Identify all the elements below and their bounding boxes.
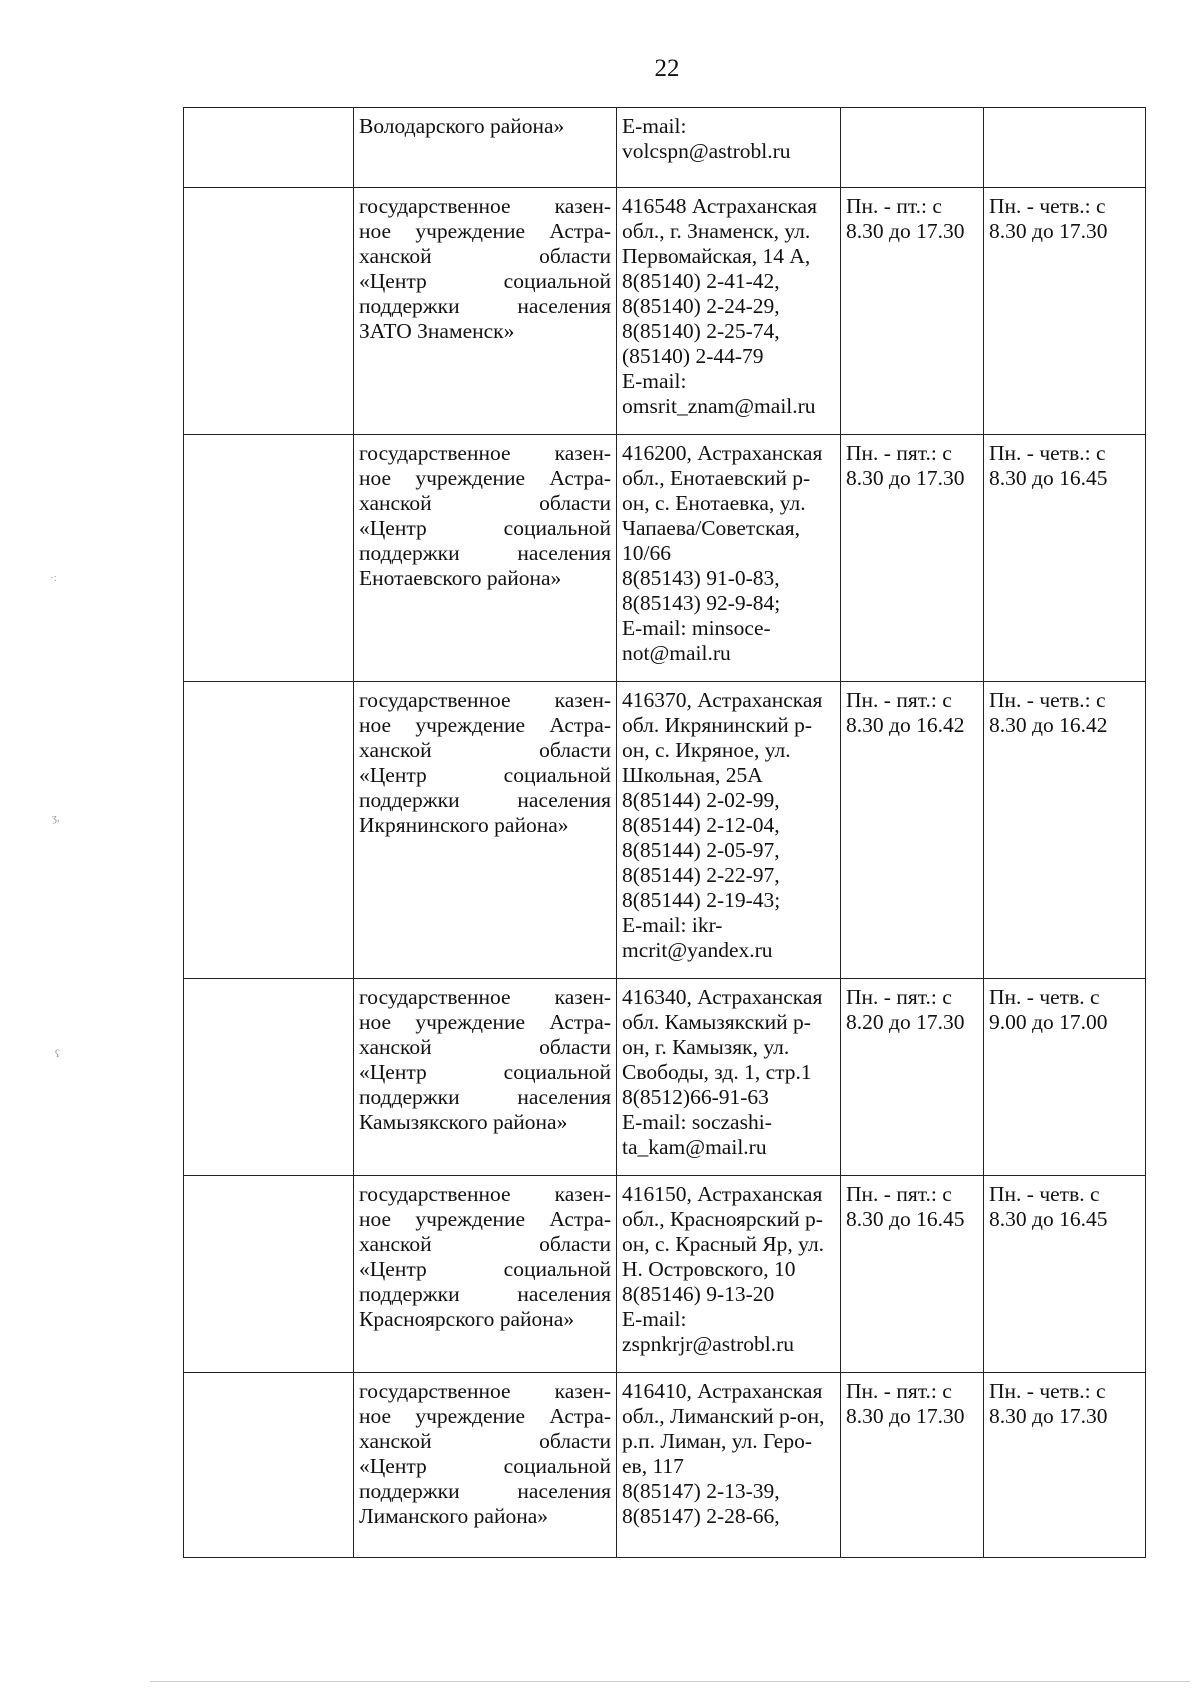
weekday-hours-cell: [841, 435, 984, 682]
organization-line: Лиманского района»: [359, 1504, 548, 1528]
reception-hours-text: Пн. - четв.: с 8.30 до 16.42: [989, 688, 1108, 737]
organization-line: «Центр социальной: [359, 269, 611, 293]
address-cell: [617, 1176, 841, 1373]
address-text: 416150, Астраханская обл., Красноярский р- он, с. Красный Яр, ул. Н. Островского, 10 8(85146) 9-13-20 E-mail: zspnkrjr@astrobl.ru: [622, 1182, 825, 1356]
organization-cell: [354, 1176, 617, 1373]
reception-hours-text: Пн. - четв. с 8.30 до 16.45: [989, 1182, 1108, 1231]
weekday-hours-text: Пн. - пят.: с 8.20 до 17.30: [846, 985, 965, 1034]
address-cell: [617, 1373, 841, 1558]
weekday-hours-text: Пн. - пят.: с 8.30 до 17.30: [846, 441, 965, 490]
organization-line: ханской области: [359, 1429, 611, 1453]
address-cell: [617, 188, 841, 435]
weekday-hours-cell: [841, 1373, 984, 1558]
organization-line: «Центр социальной: [359, 1454, 611, 1478]
organization-line: ное учреждение Астра-: [359, 1207, 611, 1231]
table-row: [184, 682, 1146, 979]
address-text: 416548 Астраханская обл., г. Знаменск, ул. Первомайская, 14 А, 8(85140) 2-41-42, 8(85140) 2-24-29, 8(85140) 2-25-74, (85140) 2-44-79 E-mail: omsrit_znam@mail.ru: [622, 194, 817, 418]
organization-line: ханской области: [359, 491, 611, 515]
reception-hours-cell: [984, 979, 1146, 1176]
weekday-hours-text: Пн. - пят.: с 8.30 до 17.30: [846, 1379, 965, 1428]
scan-artifact-mark: ʕ: [55, 1048, 60, 1060]
weekday-hours-text: Пн. - пт.: с 8.30 до 17.30: [846, 194, 965, 243]
table-body: [184, 108, 1146, 1558]
table-row: [184, 188, 1146, 435]
scan-artifact-mark: ·:: [50, 572, 57, 584]
organization-line: Енотаевского района»: [359, 566, 562, 590]
reception-hours-cell: [984, 188, 1146, 435]
blank-cell: [184, 1373, 354, 1558]
blank-cell: [184, 435, 354, 682]
organization-cell: [354, 979, 617, 1176]
reception-hours-text: [984, 108, 1145, 114]
address-text: 416370, Астраханская обл. Икрянинский р- он, с. Икряное, ул. Школьная, 25А 8(85144) 2-02-99, 8(85144) 2-12-04, 8(85144) 2-05-97, 8(85144) 2-22-97, 8(85144) 2-19-43; E-mail: ikr- mcrit@yandex.ru: [622, 688, 823, 962]
reception-hours-cell: [984, 435, 1146, 682]
organization-line: «Центр социальной: [359, 1060, 611, 1084]
reception-hours-text: Пн. - четв.: с 8.30 до 16.45: [989, 441, 1108, 490]
organization-line: ханской области: [359, 738, 611, 762]
organization-line: поддержки населения: [359, 1479, 611, 1503]
weekday-hours-text: Пн. - пят.: с 8.30 до 16.42: [846, 688, 965, 737]
scan-edge-line: [150, 1681, 1190, 1682]
reception-hours-text: Пн. - четв. с 9.00 до 17.00: [989, 985, 1108, 1034]
organization-line: «Центр социальной: [359, 516, 611, 540]
organization-line: государственное казен-: [359, 1182, 611, 1206]
organization-line: ханской области: [359, 1232, 611, 1256]
organization-line: ное учреждение Астра-: [359, 219, 611, 243]
scan-artifact-mark: ʒ,: [52, 812, 60, 824]
organization-line: ное учреждение Астра-: [359, 1404, 611, 1428]
reception-hours-cell: [984, 1373, 1146, 1558]
organization-line: ЗАТО Знаменск»: [359, 319, 515, 343]
organization-line: «Центр социальной: [359, 1257, 611, 1281]
organization-line: государственное казен-: [359, 688, 611, 712]
organization-cell: [354, 108, 617, 188]
weekday-hours-cell: [841, 108, 984, 188]
organization-line: ханской области: [359, 1035, 611, 1059]
table-row: [184, 108, 1146, 188]
organization-line: ное учреждение Астра-: [359, 713, 611, 737]
weekday-hours-cell: [841, 979, 984, 1176]
reception-hours-cell: [984, 108, 1146, 188]
table-row: [184, 1176, 1146, 1373]
page-number: 22: [654, 55, 680, 82]
organization-line: поддержки населения: [359, 788, 611, 812]
organization-line: ное учреждение Астра-: [359, 1010, 611, 1034]
address-text: 416200, Астраханская обл., Енотаевский р- он, с. Енотаевка, ул. Чапаева/Советская, 10/66 8(85143) 91-0-83, 8(85143) 92-9-84; E-mail: minsoce- not@mail.ru: [622, 441, 823, 665]
organization-line: поддержки населения: [359, 541, 611, 565]
offices-table: [183, 107, 1146, 1558]
reception-hours-text: Пн. - четв.: с 8.30 до 17.30: [989, 194, 1108, 243]
organization-line: поддержки населения: [359, 294, 611, 318]
organization-cell: [354, 682, 617, 979]
weekday-hours-cell: [841, 682, 984, 979]
address-cell: [617, 979, 841, 1176]
organization-line: Икрянинского района»: [359, 813, 569, 837]
organization-line: Володарского района»: [359, 114, 565, 138]
reception-hours-text: Пн. - четв.: с 8.30 до 17.30: [989, 1379, 1108, 1428]
weekday-hours-text: [841, 108, 983, 114]
organization-line: поддержки населения: [359, 1282, 611, 1306]
weekday-hours-cell: [841, 188, 984, 435]
organization-line: Камызякского района»: [359, 1110, 568, 1134]
address-text: E-mail: volcspn@astrobl.ru: [622, 114, 791, 163]
blank-cell: [184, 108, 354, 188]
organization-cell: [354, 188, 617, 435]
organization-line: государственное казен-: [359, 985, 611, 1009]
organization-line: государственное казен-: [359, 441, 611, 465]
table-row: [184, 435, 1146, 682]
organization-line: «Центр социальной: [359, 763, 611, 787]
organization-line: государственное казен-: [359, 1379, 611, 1403]
address-cell: [617, 108, 841, 188]
address-cell: [617, 682, 841, 979]
blank-cell: [184, 979, 354, 1176]
weekday-hours-text: Пн. - пят.: с 8.30 до 16.45: [846, 1182, 965, 1231]
weekday-hours-cell: [841, 1176, 984, 1373]
organization-line: Красноярского района»: [359, 1307, 575, 1331]
blank-cell: [184, 188, 354, 435]
organization-cell: [354, 1373, 617, 1558]
blank-cell: [184, 682, 354, 979]
blank-cell: [184, 1176, 354, 1373]
address-text: 416410, Астраханская обл., Лиманский р-он, р.п. Лиман, ул. Геро- ев, 117 8(85147) 2-13-39, 8(85147) 2-28-66,: [622, 1379, 825, 1528]
organization-line: ханской области: [359, 244, 611, 268]
reception-hours-cell: [984, 1176, 1146, 1373]
table-row: [184, 1373, 1146, 1558]
organization-cell: [354, 435, 617, 682]
organization-line: ное учреждение Астра-: [359, 466, 611, 490]
address-cell: [617, 435, 841, 682]
address-text: 416340, Астраханская обл. Камызякский р- он, г. Камызяк, ул. Свободы, зд. 1, стр.1 8(8512)66-91-63 E-mail: soczashi- ta_kam@mail.ru: [622, 985, 823, 1159]
organization-line: поддержки населения: [359, 1085, 611, 1109]
reception-hours-cell: [984, 682, 1146, 979]
table-row: [184, 979, 1146, 1176]
organization-line: государственное казен-: [359, 194, 611, 218]
